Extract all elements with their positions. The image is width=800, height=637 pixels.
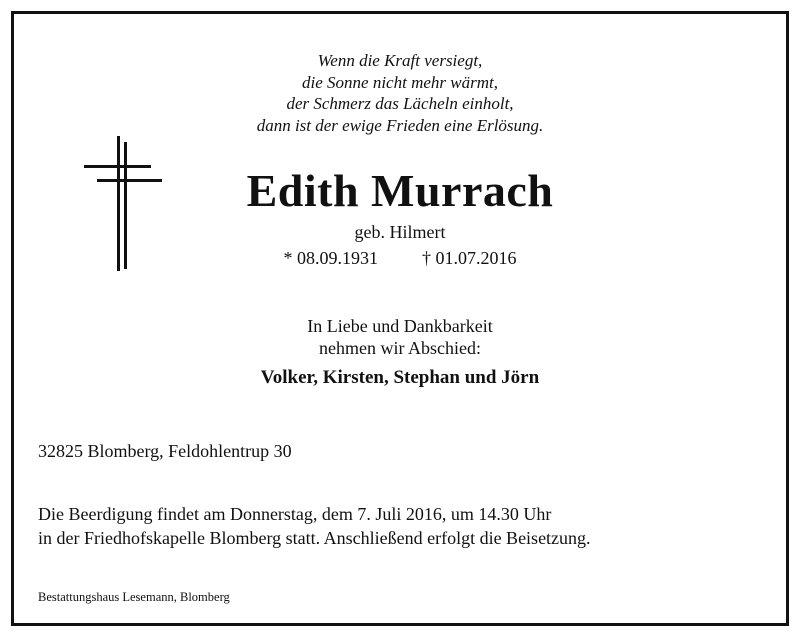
farewell-line: nehmen wir Abschied:: [319, 338, 481, 358]
poem-line: der Schmerz das Lächeln einholt,: [286, 94, 514, 113]
farewell-text: [14, 315, 786, 359]
address: 32825 Blomberg, Feldohlentrup 30: [38, 441, 292, 461]
undertaker: Bestattungshaus Lesemann, Blomberg: [38, 590, 230, 604]
life-dates: [14, 248, 786, 269]
obituary-notice: [11, 11, 789, 626]
poem-line: Wenn die Kraft versiegt,: [317, 51, 483, 70]
poem-line: dann ist der ewige Frieden eine Erlösung.: [256, 115, 544, 135]
birth-date: * 08.09.1931: [283, 248, 378, 268]
funeral-line: in der Friedhofskapelle Blomberg statt. Anschließend erfolgt die Beisetzung.: [38, 528, 591, 548]
poem-line: die Sonne nicht mehr wärmt,: [302, 72, 498, 92]
birth-name: geb. Hilmert: [354, 222, 446, 242]
farewell-line: In Liebe und Dankbarkeit: [307, 316, 493, 336]
mourners-names: Volker, Kirsten, Stephan und Jörn: [260, 367, 540, 388]
poem: [14, 50, 786, 136]
funeral-line: Die Beerdigung findet am Donnerstag, dem 7. Juli 2016, um 14.30 Uhr: [38, 504, 552, 524]
funeral-info: [38, 502, 591, 550]
death-date: † 01.07.2016: [422, 248, 517, 268]
deceased-name: Edith Murrach: [246, 165, 554, 216]
